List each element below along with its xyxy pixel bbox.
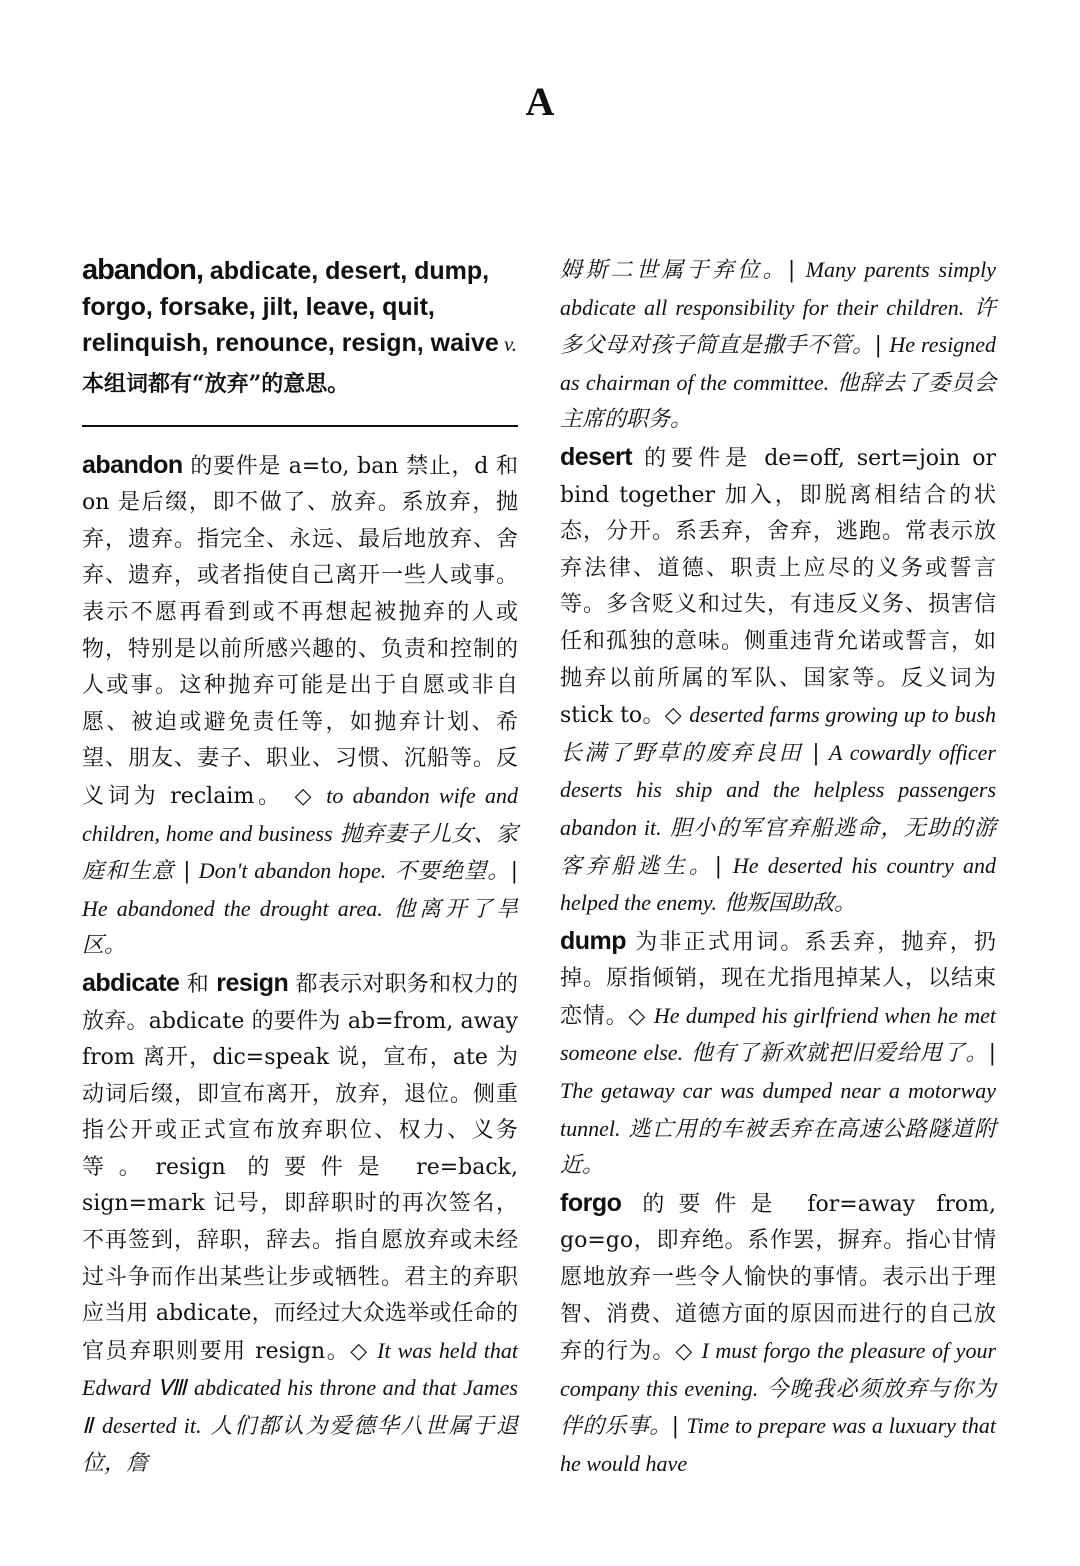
group-summary: 本组词都有“放弃”的意思。 <box>82 371 350 397</box>
entry-abdicate-continued <box>560 252 996 439</box>
example-zh: 他叛国助敌。 <box>717 891 856 917</box>
heading-part-of-speech: v. <box>498 332 518 356</box>
example-zh: 今晚我必须放弃与你为伴的乐事。 <box>560 1376 997 1440</box>
left-column <box>82 252 518 1482</box>
example-zh: 姆斯二世属于弃位。 <box>560 258 788 283</box>
example-en: I must forgo the pleasure of your company this evening. <box>560 1338 996 1401</box>
example-zh: 不要绝望。 <box>386 859 511 885</box>
example-zh: 他辞去了委员会主席的职务。 <box>560 370 996 433</box>
example-zh: 他离开了旱区。 <box>82 896 518 959</box>
headword-desert: desert <box>560 442 633 471</box>
heading-lead-word: abandon, <box>82 254 203 286</box>
entry-desert <box>560 439 996 923</box>
example-zh: 胆小的军官弃船逃命，无助的游客弃船逃生。 <box>560 815 996 879</box>
example-zh: 长满了野草的废弃良田 <box>560 740 803 766</box>
example-separator: | <box>988 1041 996 1067</box>
example-separator: | <box>787 258 806 283</box>
example-separator: | <box>802 740 829 766</box>
example-en: Many parents simply abdicate all responsibility for their children. <box>560 257 996 320</box>
example-en: It was held that Edward Ⅷ abdicated his throne and that James Ⅱ deserted it. <box>82 1337 518 1439</box>
entry-dump <box>560 923 996 1185</box>
example-en: He dumped his girlfriend when he met someone else. <box>560 1002 996 1066</box>
entry-dump-body: 为非正式用词。系丢弃，抛弃，扔掉。原指倾销，现在尤指甩掉某人，以结束恋情。◇ <box>560 929 996 1029</box>
example-separator: | <box>671 1414 687 1440</box>
entry-abandon <box>82 447 518 965</box>
example-separator: | <box>510 859 518 885</box>
headword-abandon: abandon <box>82 450 183 479</box>
example-en: He deserted his country and helped the enemy. <box>560 852 996 916</box>
example-zh: 人们都认为爱德华八世属于退位，詹 <box>82 1414 518 1476</box>
entry-desert-body: 的要件是 de=off, sert=join or bind together 加入，即脱离相结合的状态，分开。系丢弃，舍弃，逃跑。常表示放弃法律、道德、职责上应尽的义务或誓言等。多含贬义和过失，有违反义务、损害信任和孤独的意味。侧重违背允诺或誓言，如抛弃以前所属的军队、国家等。反义词为 stick to。◇ <box>560 445 996 729</box>
example-en: deserted farms growing up to bush <box>689 702 997 728</box>
example-zh: 他有了新欢就把旧爱给甩了。 <box>683 1041 989 1067</box>
headword-resign: resign <box>216 968 289 997</box>
entry-abdicate-body: 都表示对职务和权力的放弃。abdicate 的要件为 ab=from, away from 离开，dic=speak 说，宣布，ate 为动词后缀，即宣布离开，放弃，退位。侧重指公开或正式宣布放弃职位、权力、义务等。resign 的要件是 re=back, sign=mark 记号，即辞职时的再次签名，不再签到，辞职，辞去。指自愿放弃或未经过斗争而作出某些让步或牺牲。君主的弃职应当用 abdicate，而经过大众选举或任命的官员弃职则要用 resign。◇ <box>82 971 518 1364</box>
example-separator: | <box>714 853 733 879</box>
example-separator: | <box>174 859 199 885</box>
example-separator: | <box>874 333 890 359</box>
example-en: Don't abandon hope. <box>198 858 387 884</box>
entry-forgo-body: 的要件是 for=away from, go=go，即弃绝。系作罢，摒弃。指心甘情愿地放弃一些令人愉快的事情。表示出于理智、消费、道德方面的原因而进行的自己放弃的行为。◇ <box>560 1191 996 1365</box>
example-en: He resigned as chairman of the committee. <box>560 332 996 395</box>
headword-forgo: forgo <box>560 1188 622 1217</box>
example-en: to abandon wife and children, home and business <box>82 782 519 846</box>
right-column <box>560 252 996 1484</box>
headword-dump: dump <box>560 926 627 955</box>
entry-abandon-body: 的要件是 a=to, ban 禁止，d 和 on 是后缀，即不做了、放弃。系放弃，抛弃，遗弃。指完全、永远、最后地放弃、舍弃、遗弃，或者指使自己离开一些人或事。表示不愿再看到或不再想起被抛弃的人或物，特别是以前所感兴趣的、负责和控制的人或事。这种抛弃可能是出于自愿或非自愿、被迫或避免责任等，如抛弃计划、希望、朋友、妻子、职业、习惯、沉船等。反义词为 reclaim。 ◇ <box>82 453 518 809</box>
example-en: A cowardly officer deserts his ship and the helpless passengers abandon it. <box>560 739 996 840</box>
heading-other-words: abdicate, desert, dump, forgo, forsake, jilt, leave, quit, relinquish, renounce, resign, waive <box>82 257 499 357</box>
headword-abdicate: abdicate <box>82 968 180 997</box>
example-zh: 许多父母对孩子简直是撒手不管。 <box>560 295 996 359</box>
entry-abdicate-resign <box>82 965 518 1482</box>
example-en: He abandoned the drought area. <box>82 895 383 921</box>
example-zh: 逃亡用的车被丢弃在高速公路隧道附近。 <box>560 1116 996 1179</box>
example-en: The getaway car was dumped near a motorway tunnel. <box>560 1078 996 1141</box>
example-en: Time to prepare was a luxuary that he would have <box>560 1413 996 1476</box>
entry-connector: 和 <box>179 971 217 997</box>
entry-forgo <box>560 1185 996 1484</box>
section-letter: A <box>525 79 555 124</box>
heading-divider <box>82 425 518 427</box>
synonym-group-heading <box>82 252 518 362</box>
example-zh: 抛弃妻子儿女、家庭和生意 <box>82 821 518 885</box>
